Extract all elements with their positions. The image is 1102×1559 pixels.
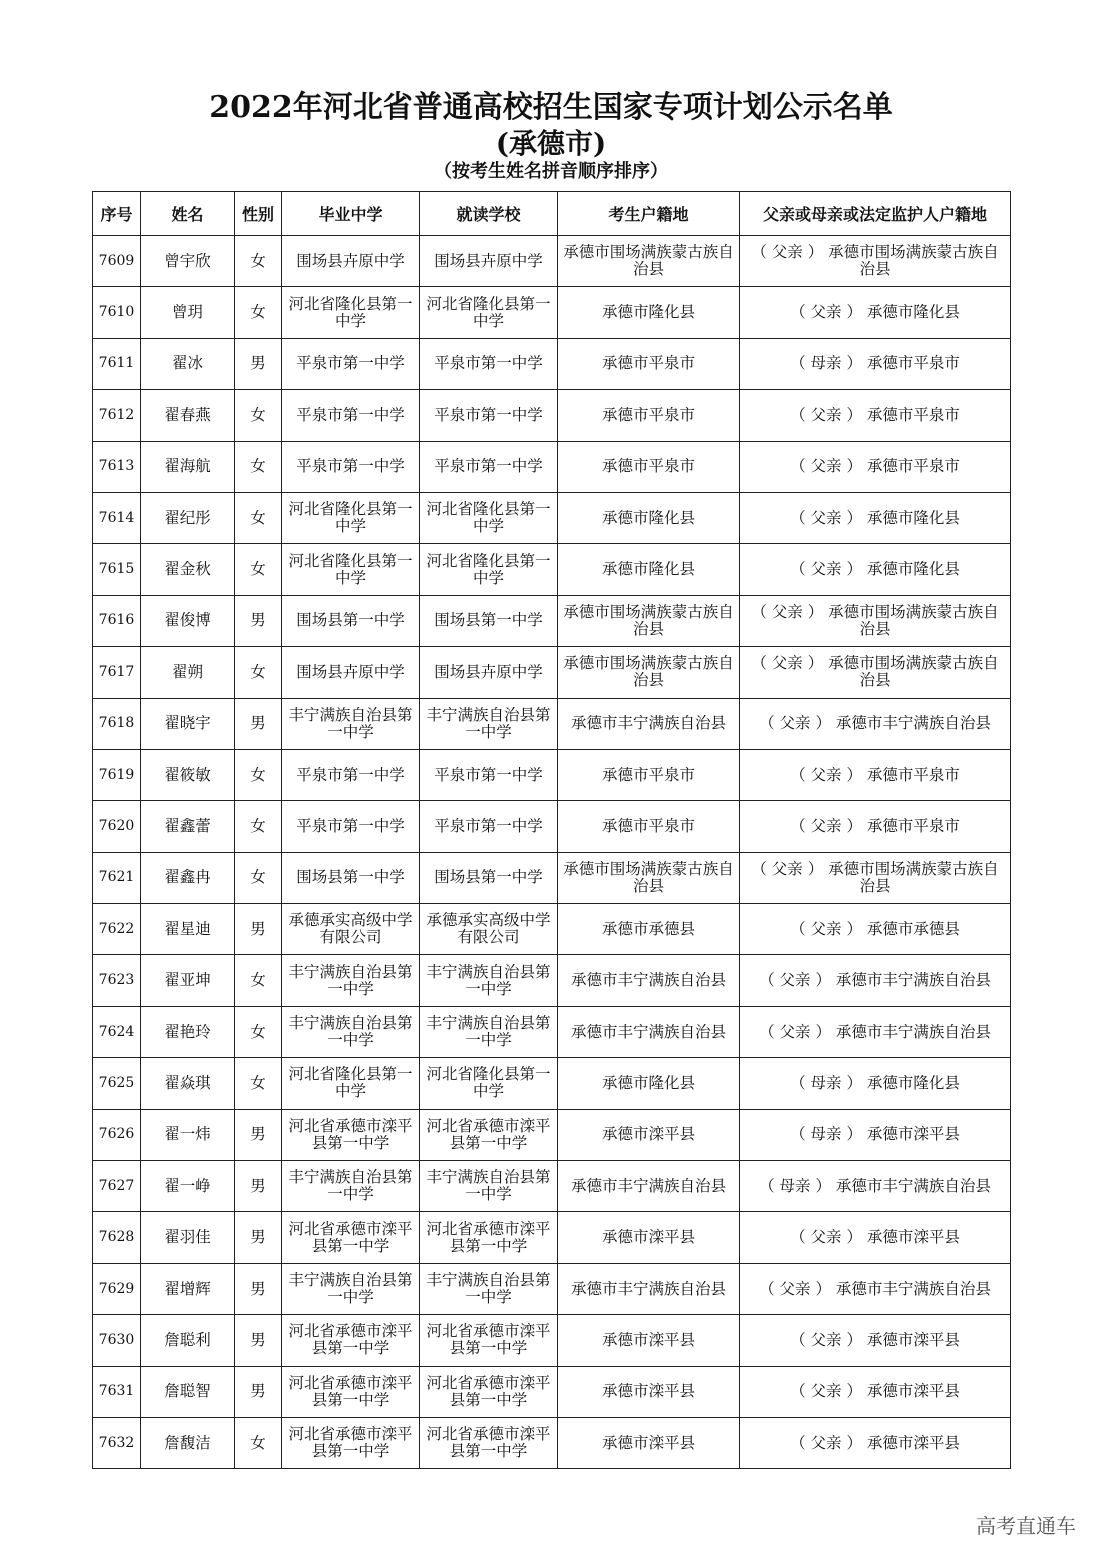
grad-school-cell: 河北省承德市滦平县第一中学 bbox=[282, 1315, 420, 1366]
gender-cell: 女 bbox=[235, 801, 282, 852]
gender-cell: 女 bbox=[235, 749, 282, 800]
student-hukou-cell: 承德市围场满族蒙古族自治县 bbox=[558, 852, 740, 903]
grad-school-cell: 围场县第一中学 bbox=[282, 852, 420, 903]
name-cell: 曾宇欣 bbox=[141, 236, 235, 287]
current-school-cell: 平泉市第一中学 bbox=[420, 441, 558, 492]
table-row bbox=[93, 852, 1011, 903]
student-hukou-cell: 承德市平泉市 bbox=[558, 441, 740, 492]
guardian-hukou-cell: （ 父亲 ） 承德市围场满族蒙古族自治县 bbox=[740, 647, 1011, 698]
table-row bbox=[93, 287, 1011, 338]
table-row bbox=[93, 698, 1011, 749]
gender-cell: 男 bbox=[235, 904, 282, 955]
name-cell: 翟增辉 bbox=[141, 1263, 235, 1314]
serial-cell: 7609 bbox=[93, 236, 141, 287]
guardian-hukou-cell: （ 父亲 ） 承德市丰宁满族自治县 bbox=[740, 698, 1011, 749]
name-cell: 翟星迪 bbox=[141, 904, 235, 955]
grad-school-cell: 丰宁满族自治县第一中学 bbox=[282, 955, 420, 1006]
gender-cell: 女 bbox=[235, 1417, 282, 1468]
guardian-hukou-cell: （ 母亲 ） 承德市隆化县 bbox=[740, 1058, 1011, 1109]
guardian-hukou-cell: （ 父亲 ） 承德市平泉市 bbox=[740, 441, 1011, 492]
grad-school-cell: 围场县第一中学 bbox=[282, 595, 420, 646]
name-cell: 詹聪智 bbox=[141, 1366, 235, 1417]
student-hukou-cell: 承德市隆化县 bbox=[558, 287, 740, 338]
page-subtitle: (承德市) bbox=[495, 127, 607, 160]
table-row bbox=[93, 1263, 1011, 1314]
current-school-cell: 河北省隆化县第一中学 bbox=[420, 1058, 558, 1109]
name-cell: 翟冰 bbox=[141, 338, 235, 389]
gender-cell: 男 bbox=[235, 1366, 282, 1417]
student-hukou-cell: 承德市平泉市 bbox=[558, 338, 740, 389]
table-row bbox=[93, 236, 1011, 287]
gender-cell: 女 bbox=[235, 1006, 282, 1057]
grad-school-cell: 河北省隆化县第一中学 bbox=[282, 492, 420, 543]
serial-cell: 7624 bbox=[93, 1006, 141, 1057]
gender-cell: 女 bbox=[235, 492, 282, 543]
guardian-hukou-cell: （ 母亲 ） 承德市滦平县 bbox=[740, 1109, 1011, 1160]
current-school-cell: 平泉市第一中学 bbox=[420, 749, 558, 800]
gender-cell: 女 bbox=[235, 287, 282, 338]
col-header-serial: 序号 bbox=[93, 192, 141, 236]
table-row bbox=[93, 801, 1011, 852]
student-hukou-cell: 承德市隆化县 bbox=[558, 492, 740, 543]
current-school-cell: 河北省承德市滦平县第一中学 bbox=[420, 1417, 558, 1468]
grad-school-cell: 平泉市第一中学 bbox=[282, 801, 420, 852]
current-school-cell: 河北省承德市滦平县第一中学 bbox=[420, 1212, 558, 1263]
guardian-hukou-cell: （ 父亲 ） 承德市丰宁满族自治县 bbox=[740, 955, 1011, 1006]
col-header-current-school: 就读学校 bbox=[420, 192, 558, 236]
student-hukou-cell: 承德市围场满族蒙古族自治县 bbox=[558, 236, 740, 287]
name-cell: 曾玥 bbox=[141, 287, 235, 338]
guardian-hukou-cell: （ 母亲 ） 承德市平泉市 bbox=[740, 338, 1011, 389]
student-hukou-cell: 承德市滦平县 bbox=[558, 1366, 740, 1417]
student-hukou-cell: 承德市围场满族蒙古族自治县 bbox=[558, 647, 740, 698]
student-hukou-cell: 承德市隆化县 bbox=[558, 544, 740, 595]
guardian-hukou-cell: （ 父亲 ） 承德市滦平县 bbox=[740, 1212, 1011, 1263]
gender-cell: 男 bbox=[235, 1161, 282, 1212]
serial-cell: 7616 bbox=[93, 595, 141, 646]
guardian-hukou-cell: （ 父亲 ） 承德市隆化县 bbox=[740, 544, 1011, 595]
current-school-cell: 河北省隆化县第一中学 bbox=[420, 287, 558, 338]
serial-cell: 7610 bbox=[93, 287, 141, 338]
student-hukou-cell: 承德市平泉市 bbox=[558, 801, 740, 852]
gender-cell: 女 bbox=[235, 647, 282, 698]
col-header-student-hukou: 考生户籍地 bbox=[558, 192, 740, 236]
guardian-hukou-cell: （ 母亲 ） 承德市丰宁满族自治县 bbox=[740, 1161, 1011, 1212]
serial-cell: 7617 bbox=[93, 647, 141, 698]
name-cell: 翟纪彤 bbox=[141, 492, 235, 543]
serial-cell: 7626 bbox=[93, 1109, 141, 1160]
student-hukou-cell: 承德市滦平县 bbox=[558, 1212, 740, 1263]
grad-school-cell: 平泉市第一中学 bbox=[282, 390, 420, 441]
col-header-name: 姓名 bbox=[141, 192, 235, 236]
roster-table bbox=[92, 191, 1011, 1469]
student-hukou-cell: 承德市滦平县 bbox=[558, 1417, 740, 1468]
grad-school-cell: 承德承实高级中学有限公司 bbox=[282, 904, 420, 955]
sort-note: （按考生姓名拼音顺序排序） bbox=[434, 161, 668, 182]
grad-school-cell: 围场县卉原中学 bbox=[282, 236, 420, 287]
current-school-cell: 围场县卉原中学 bbox=[420, 236, 558, 287]
current-school-cell: 河北省承德市滦平县第一中学 bbox=[420, 1109, 558, 1160]
gender-cell: 女 bbox=[235, 955, 282, 1006]
table-row bbox=[93, 647, 1011, 698]
name-cell: 翟春燕 bbox=[141, 390, 235, 441]
col-header-grad-school: 毕业中学 bbox=[282, 192, 420, 236]
table-row bbox=[93, 1109, 1011, 1160]
student-hukou-cell: 承德市平泉市 bbox=[558, 390, 740, 441]
gender-cell: 男 bbox=[235, 698, 282, 749]
guardian-hukou-cell: （ 父亲 ） 承德市滦平县 bbox=[740, 1417, 1011, 1468]
name-cell: 翟俊博 bbox=[141, 595, 235, 646]
guardian-hukou-cell: （ 父亲 ） 承德市隆化县 bbox=[740, 287, 1011, 338]
serial-cell: 7621 bbox=[93, 852, 141, 903]
serial-cell: 7618 bbox=[93, 698, 141, 749]
gender-cell: 男 bbox=[235, 595, 282, 646]
table-row bbox=[93, 544, 1011, 595]
col-header-guardian-hukou: 父亲或母亲或法定监护人户籍地 bbox=[740, 192, 1011, 236]
guardian-hukou-cell: （ 父亲 ） 承德市围场满族蒙古族自治县 bbox=[740, 852, 1011, 903]
table-row bbox=[93, 441, 1011, 492]
current-school-cell: 河北省承德市滦平县第一中学 bbox=[420, 1315, 558, 1366]
table-row bbox=[93, 955, 1011, 1006]
name-cell: 翟羽佳 bbox=[141, 1212, 235, 1263]
gender-cell: 女 bbox=[235, 441, 282, 492]
current-school-cell: 河北省承德市滦平县第一中学 bbox=[420, 1366, 558, 1417]
grad-school-cell: 丰宁满族自治县第一中学 bbox=[282, 1006, 420, 1057]
name-cell: 詹馥洁 bbox=[141, 1417, 235, 1468]
current-school-cell: 围场县第一中学 bbox=[420, 595, 558, 646]
current-school-cell: 平泉市第一中学 bbox=[420, 390, 558, 441]
current-school-cell: 河北省隆化县第一中学 bbox=[420, 492, 558, 543]
serial-cell: 7630 bbox=[93, 1315, 141, 1366]
name-cell: 翟朔 bbox=[141, 647, 235, 698]
table-row bbox=[93, 338, 1011, 389]
student-hukou-cell: 承德市隆化县 bbox=[558, 1058, 740, 1109]
guardian-hukou-cell: （ 父亲 ） 承德市围场满族蒙古族自治县 bbox=[740, 595, 1011, 646]
grad-school-cell: 河北省承德市滦平县第一中学 bbox=[282, 1109, 420, 1160]
gender-cell: 女 bbox=[235, 236, 282, 287]
guardian-hukou-cell: （ 父亲 ） 承德市围场满族蒙古族自治县 bbox=[740, 236, 1011, 287]
current-school-cell: 河北省隆化县第一中学 bbox=[420, 544, 558, 595]
serial-cell: 7611 bbox=[93, 338, 141, 389]
current-school-cell: 丰宁满族自治县第一中学 bbox=[420, 698, 558, 749]
guardian-hukou-cell: （ 父亲 ） 承德市隆化县 bbox=[740, 492, 1011, 543]
grad-school-cell: 河北省承德市滦平县第一中学 bbox=[282, 1212, 420, 1263]
table-row bbox=[93, 749, 1011, 800]
grad-school-cell: 河北省隆化县第一中学 bbox=[282, 287, 420, 338]
current-school-cell: 围场县卉原中学 bbox=[420, 647, 558, 698]
gender-cell: 男 bbox=[235, 1315, 282, 1366]
current-school-cell: 承德承实高级中学有限公司 bbox=[420, 904, 558, 955]
page-title: 2022年河北省普通高校招生国家专项计划公示名单 bbox=[209, 90, 893, 125]
table-row bbox=[93, 1315, 1011, 1366]
guardian-hukou-cell: （ 父亲 ） 承德市平泉市 bbox=[740, 801, 1011, 852]
student-hukou-cell: 承德市丰宁满族自治县 bbox=[558, 1263, 740, 1314]
student-hukou-cell: 承德市围场满族蒙古族自治县 bbox=[558, 595, 740, 646]
grad-school-cell: 河北省承德市滦平县第一中学 bbox=[282, 1366, 420, 1417]
grad-school-cell: 平泉市第一中学 bbox=[282, 338, 420, 389]
table-row bbox=[93, 1212, 1011, 1263]
gender-cell: 女 bbox=[235, 390, 282, 441]
serial-cell: 7629 bbox=[93, 1263, 141, 1314]
name-cell: 詹聪利 bbox=[141, 1315, 235, 1366]
student-hukou-cell: 承德市丰宁满族自治县 bbox=[558, 1161, 740, 1212]
gender-cell: 女 bbox=[235, 544, 282, 595]
gender-cell: 男 bbox=[235, 1263, 282, 1314]
current-school-cell: 丰宁满族自治县第一中学 bbox=[420, 955, 558, 1006]
student-hukou-cell: 承德市平泉市 bbox=[558, 749, 740, 800]
gender-cell: 女 bbox=[235, 1058, 282, 1109]
guardian-hukou-cell: （ 父亲 ） 承德市滦平县 bbox=[740, 1366, 1011, 1417]
grad-school-cell: 平泉市第一中学 bbox=[282, 749, 420, 800]
grad-school-cell: 丰宁满族自治县第一中学 bbox=[282, 1161, 420, 1212]
student-hukou-cell: 承德市丰宁满族自治县 bbox=[558, 955, 740, 1006]
serial-cell: 7620 bbox=[93, 801, 141, 852]
student-hukou-cell: 承德市承德县 bbox=[558, 904, 740, 955]
grad-school-cell: 河北省隆化县第一中学 bbox=[282, 1058, 420, 1109]
name-cell: 翟鑫蕾 bbox=[141, 801, 235, 852]
guardian-hukou-cell: （ 父亲 ） 承德市滦平县 bbox=[740, 1315, 1011, 1366]
student-hukou-cell: 承德市丰宁满族自治县 bbox=[558, 1006, 740, 1057]
name-cell: 翟鑫冉 bbox=[141, 852, 235, 903]
table-row bbox=[93, 1366, 1011, 1417]
serial-cell: 7631 bbox=[93, 1366, 141, 1417]
current-school-cell: 丰宁满族自治县第一中学 bbox=[420, 1006, 558, 1057]
col-header-gender: 性别 bbox=[235, 192, 282, 236]
serial-cell: 7628 bbox=[93, 1212, 141, 1263]
grad-school-cell: 丰宁满族自治县第一中学 bbox=[282, 698, 420, 749]
current-school-cell: 丰宁满族自治县第一中学 bbox=[420, 1263, 558, 1314]
serial-cell: 7615 bbox=[93, 544, 141, 595]
table-row bbox=[93, 1006, 1011, 1057]
grad-school-cell: 平泉市第一中学 bbox=[282, 441, 420, 492]
name-cell: 翟海航 bbox=[141, 441, 235, 492]
table-row bbox=[93, 390, 1011, 441]
guardian-hukou-cell: （ 父亲 ） 承德市平泉市 bbox=[740, 390, 1011, 441]
gender-cell: 男 bbox=[235, 338, 282, 389]
student-hukou-cell: 承德市丰宁满族自治县 bbox=[558, 698, 740, 749]
current-school-cell: 平泉市第一中学 bbox=[420, 801, 558, 852]
guardian-hukou-cell: （ 父亲 ） 承德市平泉市 bbox=[740, 749, 1011, 800]
serial-cell: 7613 bbox=[93, 441, 141, 492]
serial-cell: 7619 bbox=[93, 749, 141, 800]
table-row bbox=[93, 1161, 1011, 1212]
grad-school-cell: 丰宁满族自治县第一中学 bbox=[282, 1263, 420, 1314]
serial-cell: 7612 bbox=[93, 390, 141, 441]
table-row bbox=[93, 1058, 1011, 1109]
watermark-text: 高考直通车 bbox=[976, 1514, 1076, 1538]
table-header-row bbox=[93, 192, 1011, 236]
current-school-cell: 围场县第一中学 bbox=[420, 852, 558, 903]
name-cell: 翟焱琪 bbox=[141, 1058, 235, 1109]
grad-school-cell: 围场县卉原中学 bbox=[282, 647, 420, 698]
serial-cell: 7622 bbox=[93, 904, 141, 955]
gender-cell: 女 bbox=[235, 852, 282, 903]
serial-cell: 7627 bbox=[93, 1161, 141, 1212]
guardian-hukou-cell: （ 父亲 ） 承德市丰宁满族自治县 bbox=[740, 1006, 1011, 1057]
guardian-hukou-cell: （ 父亲 ） 承德市承德县 bbox=[740, 904, 1011, 955]
table-row bbox=[93, 1417, 1011, 1468]
serial-cell: 7623 bbox=[93, 955, 141, 1006]
serial-cell: 7625 bbox=[93, 1058, 141, 1109]
name-cell: 翟筱敏 bbox=[141, 749, 235, 800]
student-hukou-cell: 承德市滦平县 bbox=[558, 1315, 740, 1366]
grad-school-cell: 河北省隆化县第一中学 bbox=[282, 544, 420, 595]
table-row bbox=[93, 904, 1011, 955]
student-hukou-cell: 承德市滦平县 bbox=[558, 1109, 740, 1160]
serial-cell: 7632 bbox=[93, 1417, 141, 1468]
gender-cell: 男 bbox=[235, 1212, 282, 1263]
current-school-cell: 丰宁满族自治县第一中学 bbox=[420, 1161, 558, 1212]
current-school-cell: 平泉市第一中学 bbox=[420, 338, 558, 389]
serial-cell: 7614 bbox=[93, 492, 141, 543]
name-cell: 翟艳玲 bbox=[141, 1006, 235, 1057]
grad-school-cell: 河北省承德市滦平县第一中学 bbox=[282, 1417, 420, 1468]
table-row bbox=[93, 595, 1011, 646]
name-cell: 翟一峥 bbox=[141, 1161, 235, 1212]
guardian-hukou-cell: （ 父亲 ） 承德市丰宁满族自治县 bbox=[740, 1263, 1011, 1314]
gender-cell: 男 bbox=[235, 1109, 282, 1160]
name-cell: 翟亚坤 bbox=[141, 955, 235, 1006]
name-cell: 翟一炜 bbox=[141, 1109, 235, 1160]
name-cell: 翟晓宇 bbox=[141, 698, 235, 749]
name-cell: 翟金秋 bbox=[141, 544, 235, 595]
table-row bbox=[93, 492, 1011, 543]
